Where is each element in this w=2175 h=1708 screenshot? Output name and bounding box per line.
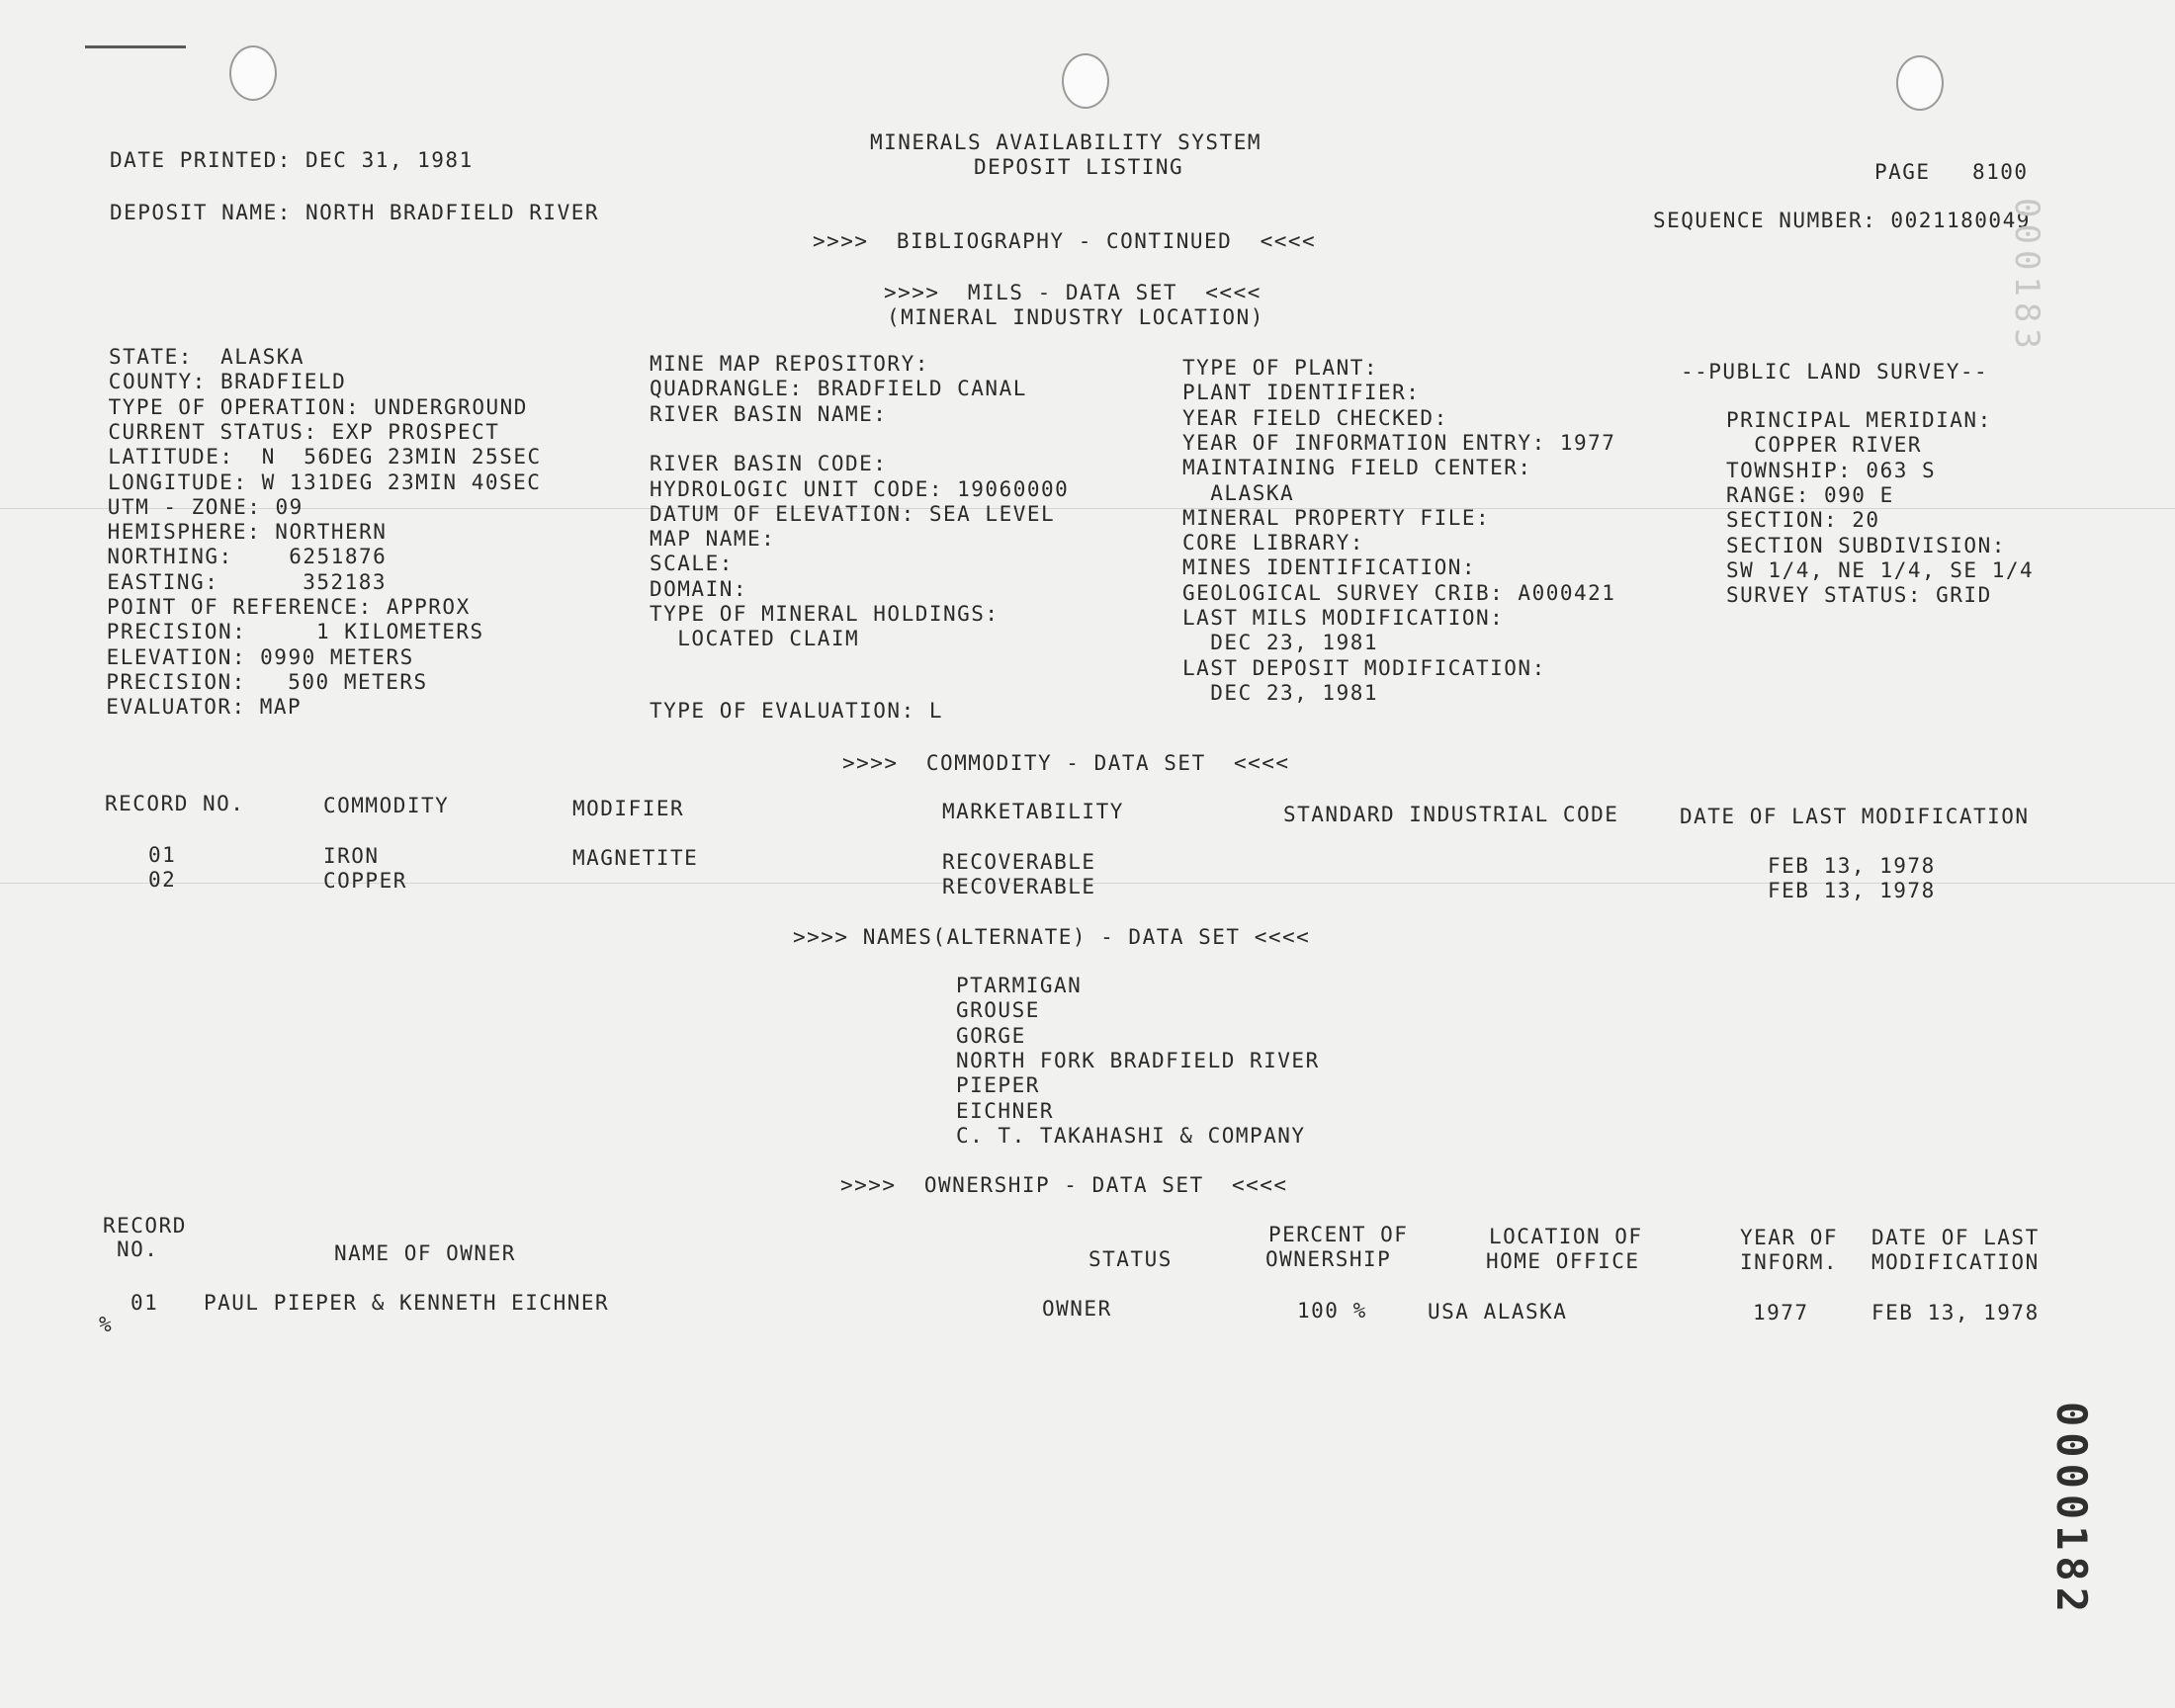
- commodity-date: FEB 13, 1978: [1768, 879, 1936, 902]
- location-field: EVALUATOR: MAP: [106, 695, 303, 720]
- ownership-location: USA ALASKA: [1428, 1300, 1568, 1324]
- ownership-date: FEB 13, 1978: [1871, 1301, 2040, 1324]
- location-field: LAST DEPOSIT MODIFICATION:: [1182, 655, 1546, 680]
- commodity-record: 01: [148, 843, 177, 867]
- location-field: DEC 23, 1981: [1182, 680, 1379, 705]
- location-field: SCALE:: [650, 552, 734, 576]
- type-of-evaluation: TYPE OF EVALUATION: L: [650, 699, 944, 723]
- alternate-name: PIEPER: [956, 1073, 1040, 1098]
- commodity-name: COPPER: [323, 869, 407, 893]
- section-mils-subtitle: (MINERAL INDUSTRY LOCATION): [887, 305, 1264, 329]
- section-mils: >>>> MILS - DATA SET <<<<: [884, 281, 1262, 304]
- location-field: YEAR OF INFORMATION ENTRY: 1977: [1182, 430, 1616, 455]
- alternate-name: GORGE: [956, 1023, 1026, 1048]
- ownership-header-status: STATUS: [1088, 1247, 1173, 1271]
- location-field: TYPE OF OPERATION: UNDERGROUND: [108, 394, 528, 419]
- location-field: CURRENT STATUS: EXP PROSPECT: [108, 419, 500, 444]
- ownership-header-percent-2: OWNERSHIP: [1265, 1247, 1392, 1271]
- commodity-header-modifier: MODIFIER: [572, 797, 685, 820]
- ownership-header-location: LOCATION OF: [1489, 1225, 1643, 1248]
- location-field: PRECISION: 500 METERS: [106, 669, 428, 694]
- location-field: MINES IDENTIFICATION:: [1182, 555, 1477, 580]
- public-land-survey-field: SURVEY STATUS: GRID: [1726, 583, 1992, 608]
- location-field: UTM - ZONE: 09: [107, 494, 304, 519]
- ownership-percent: 100 %: [1297, 1299, 1367, 1323]
- public-land-survey-field: COPPER RIVER: [1726, 433, 1923, 458]
- commodity-name: IRON: [323, 844, 380, 868]
- location-field: QUADRANGLE: BRADFIELD CANAL: [650, 377, 1027, 401]
- location-field: YEAR FIELD CHECKED:: [1182, 405, 1448, 430]
- location-field: TYPE OF MINERAL HOLDINGS:: [650, 602, 1000, 626]
- alternate-name: PTARMIGAN: [956, 974, 1083, 997]
- system-title: MINERALS AVAILABILITY SYSTEM: [870, 130, 1262, 154]
- ownership-header-record-no: NO.: [117, 1238, 159, 1261]
- location-field: RIVER BASIN NAME:: [650, 401, 888, 426]
- ownership-status: OWNER: [1042, 1297, 1112, 1321]
- location-field: NORTHING: 6251876: [107, 545, 388, 569]
- public-land-survey-title: --PUBLIC LAND SURVEY--: [1681, 360, 1989, 384]
- ownership-owner-name: PAUL PIEPER & KENNETH EICHNER: [204, 1291, 610, 1315]
- ownership-header-date: DATE OF LAST: [1871, 1226, 2040, 1249]
- location-field: MAP NAME:: [650, 527, 776, 552]
- commodity-modifier: MAGNETITE: [572, 846, 699, 870]
- ownership-record: 01: [130, 1291, 159, 1315]
- ownership-header-location-2: HOME OFFICE: [1486, 1249, 1640, 1273]
- location-field: STATE: ALASKA: [109, 345, 305, 369]
- location-field: MINE MAP REPOSITORY:: [650, 352, 929, 376]
- location-field: DEC 23, 1981: [1182, 631, 1379, 655]
- end-of-record-mark: %: [99, 1313, 114, 1336]
- ownership-header-record: RECORD: [103, 1214, 187, 1238]
- location-field: ELEVATION: 0990 METERS: [106, 644, 414, 669]
- section-commodity: >>>> COMMODITY - DATA SET <<<<: [842, 751, 1290, 775]
- public-land-survey-field: PRINCIPAL MERIDIAN:: [1726, 408, 1992, 432]
- commodity-date: FEB 13, 1978: [1768, 854, 1936, 878]
- public-land-survey-field: TOWNSHIP: 063 S: [1726, 458, 1937, 482]
- ownership-header-date-2: MODIFICATION: [1871, 1250, 2040, 1274]
- location-field: COUNTY: BRADFIELD: [108, 370, 347, 394]
- location-field: LONGITUDE: W 131DEG 23MIN 40SEC: [108, 470, 542, 494]
- commodity-record: 02: [148, 868, 177, 892]
- location-field: GEOLOGICAL SURVEY CRIB: A000421: [1182, 580, 1616, 605]
- location-field: LAST MILS MODIFICATION:: [1182, 606, 1505, 630]
- punch-hole-center: [1062, 53, 1109, 109]
- location-field: HYDROLOGIC UNIT CODE: 19060000: [650, 476, 1070, 501]
- ownership-year: 1977: [1753, 1301, 1809, 1324]
- ownership-header-percent: PERCENT OF: [1268, 1223, 1409, 1246]
- commodity-marketability: RECOVERABLE: [942, 850, 1096, 874]
- commodity-header-sic: STANDARD INDUSTRIAL CODE: [1283, 803, 1619, 826]
- location-field: LOCATED CLAIM: [650, 627, 860, 651]
- location-field: RIVER BASIN CODE:: [650, 452, 888, 476]
- location-field: DATUM OF ELEVATION: SEA LEVEL: [650, 501, 1056, 526]
- location-field: CORE LIBRARY:: [1182, 531, 1364, 555]
- location-field: DOMAIN:: [650, 576, 748, 601]
- commodity-header-date: DATE OF LAST MODIFICATION: [1680, 805, 2030, 828]
- punch-hole-left: [229, 45, 277, 101]
- alternate-name: C. T. TAKAHASHI & COMPANY: [956, 1123, 1306, 1148]
- page-number: PAGE 8100: [1874, 160, 2029, 184]
- commodity-header-record: RECORD NO.: [105, 792, 245, 815]
- location-field: PRECISION: 1 KILOMETERS: [106, 620, 484, 644]
- page-stamp-faint: 000183: [2007, 198, 2046, 355]
- location-field: MINERAL PROPERTY FILE:: [1182, 505, 1491, 530]
- punch-hole-right: [1896, 55, 1944, 111]
- ownership-header-year-2: INFORM.: [1740, 1250, 1839, 1274]
- section-ownership: >>>> OWNERSHIP - DATA SET <<<<: [840, 1173, 1288, 1197]
- commodity-header-marketability: MARKETABILITY: [942, 800, 1124, 823]
- page-stamp-number: 0000182: [2047, 1402, 2096, 1619]
- location-field: EASTING: 352183: [107, 569, 388, 594]
- location-field: MAINTAINING FIELD CENTER:: [1182, 456, 1532, 480]
- location-field: LATITUDE: N 56DEG 23MIN 25SEC: [108, 445, 542, 470]
- alternate-name: NORTH FORK BRADFIELD RIVER: [956, 1048, 1320, 1072]
- listing-title: DEPOSIT LISTING: [974, 155, 1184, 179]
- date-printed: DATE PRINTED: DEC 31, 1981: [110, 148, 474, 172]
- section-bibliography: >>>> BIBLIOGRAPHY - CONTINUED <<<<: [813, 229, 1317, 253]
- sequence-number: SEQUENCE NUMBER: 0021180049: [1653, 209, 2031, 232]
- public-land-survey-field: SECTION SUBDIVISION:: [1726, 533, 2006, 557]
- location-field: HEMISPHERE: NORTHERN: [107, 520, 388, 545]
- location-field: TYPE OF PLANT:: [1182, 356, 1379, 380]
- commodity-marketability: RECOVERABLE: [942, 875, 1096, 898]
- ownership-header-year: YEAR OF: [1740, 1226, 1839, 1249]
- location-field: PLANT IDENTIFIER:: [1182, 381, 1421, 405]
- location-field: ALASKA: [1182, 480, 1295, 505]
- location-field: POINT OF REFERENCE: APPROX: [107, 595, 471, 619]
- public-land-survey-field: SECTION: 20: [1726, 508, 1880, 533]
- margin-mark: [85, 45, 186, 48]
- deposit-name: DEPOSIT NAME: NORTH BRADFIELD RIVER: [110, 201, 600, 224]
- public-land-survey-field: SW 1/4, NE 1/4, SE 1/4: [1726, 557, 2035, 582]
- section-alternate-names: >>>> NAMES(ALTERNATE) - DATA SET <<<<: [793, 925, 1311, 949]
- commodity-header-commodity: COMMODITY: [323, 794, 450, 817]
- alternate-name: GROUSE: [956, 998, 1040, 1023]
- public-land-survey-field: RANGE: 090 E: [1726, 482, 1894, 507]
- alternate-name: EICHNER: [956, 1098, 1055, 1123]
- ownership-header-owner: NAME OF OWNER: [334, 1241, 516, 1265]
